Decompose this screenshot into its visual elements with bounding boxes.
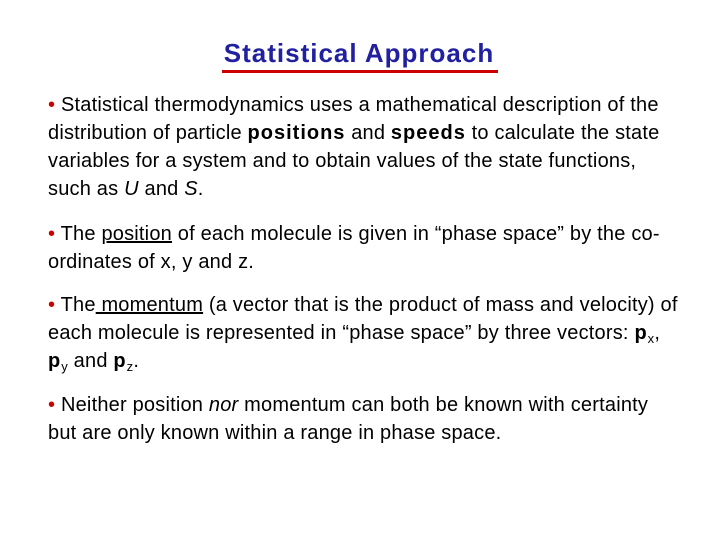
bullet-text: and: [138, 178, 185, 200]
bullet-item-2: [48, 220, 678, 276]
vector-subscript: z: [126, 359, 134, 374]
underlined-term: position: [101, 223, 172, 245]
bullet-text: The: [60, 223, 102, 245]
slide-title: [0, 36, 720, 73]
vector-subscript: y: [61, 359, 68, 374]
vector-subscript: x: [647, 331, 655, 346]
vector-symbol: p: [48, 350, 62, 372]
bullet-text: (a vector that is the product of mass and velocity) of each molecule is represented in “phase space” by three vectors:: [48, 294, 678, 344]
bullet-marker: •: [48, 294, 56, 316]
bullet-text: and: [345, 122, 391, 144]
vector-symbol: p: [634, 322, 648, 344]
bullet-text: and: [67, 350, 114, 372]
bullet-text: to calculate the state variables for a system and to obtain values of the state functions, such as: [48, 122, 660, 200]
bullet-text: momentum can both be known with certainty but are only known within a range in phase space.: [48, 394, 649, 444]
underlined-term: momentum: [95, 294, 204, 316]
bullet-text: The: [60, 294, 96, 316]
emphasis-text: speeds: [390, 122, 466, 144]
slide-title-text: Statistical Approach: [222, 36, 498, 73]
bullet-text: .: [133, 350, 140, 372]
emphasis-text: positions: [247, 122, 346, 144]
bullet-text: ,: [654, 322, 661, 344]
italic-symbol: S: [184, 178, 198, 200]
bullet-item-3: [48, 291, 678, 375]
bullet-text: Statistical thermodynamics uses a mathematical description of the distribution of particle: [48, 94, 659, 144]
bullet-marker: •: [48, 394, 56, 416]
bullet-marker: •: [48, 223, 56, 245]
bullet-marker: •: [48, 94, 56, 116]
bullet-item-4: [48, 391, 678, 447]
bullet-text: Neither position: [60, 394, 209, 416]
italic-word: nor: [208, 394, 239, 416]
bullet-text: .: [197, 178, 204, 200]
bullet-text: of each molecule is given in “phase space” by the co-ordinates of x, y and z.: [48, 223, 660, 273]
vector-symbol: p: [113, 350, 127, 372]
italic-symbol: U: [124, 178, 139, 200]
bullet-item-1: [48, 91, 678, 203]
